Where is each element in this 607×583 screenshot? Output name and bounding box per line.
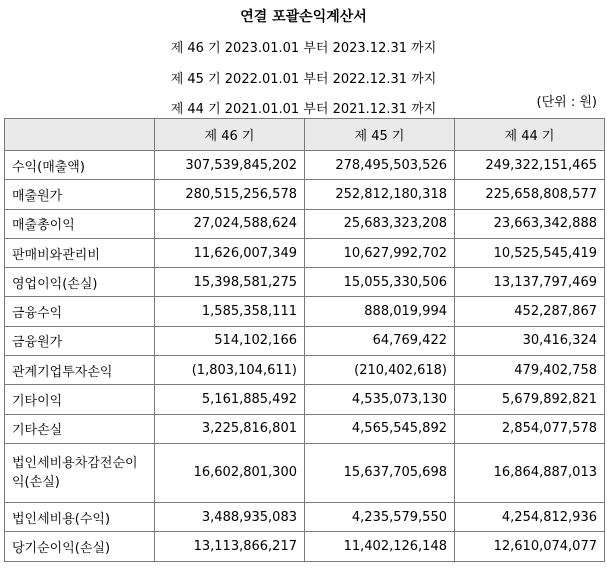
unit-label: (단위 : 원) — [536, 95, 597, 110]
cell-value: 5,161,885,492 — [155, 385, 305, 414]
table-header-row — [5, 119, 605, 151]
row-label: 매출원가 — [5, 180, 155, 209]
cell-value: 225,658,808,577 — [455, 180, 605, 209]
row-label: 기타손실 — [5, 414, 155, 443]
table-row — [5, 268, 605, 297]
table-row — [5, 151, 605, 180]
cell-value: (1,803,104,611) — [155, 356, 305, 385]
cell-value: (210,402,618) — [305, 356, 455, 385]
cell-value: 15,637,705,698 — [305, 443, 455, 502]
cell-value: 307,539,845,202 — [155, 151, 305, 180]
cell-value: 4,235,579,550 — [305, 502, 455, 531]
table-row — [5, 385, 605, 414]
row-label: 금융수익 — [5, 297, 155, 326]
cell-value: 11,626,007,349 — [155, 238, 305, 267]
cell-value: 15,055,330,506 — [305, 268, 455, 297]
table-row — [5, 443, 605, 502]
header-label-col — [5, 119, 155, 151]
cell-value: 278,495,503,526 — [305, 151, 455, 180]
header-period-45: 제 45 기 — [305, 119, 455, 151]
cell-value: 27,024,588,624 — [155, 209, 305, 238]
cell-value: 10,627,992,702 — [305, 238, 455, 267]
cell-value: 16,602,801,300 — [155, 443, 305, 502]
table-row — [5, 209, 605, 238]
cell-value: 15,398,581,275 — [155, 268, 305, 297]
row-label: 수익(매출액) — [5, 151, 155, 180]
cell-value: 4,565,545,892 — [305, 414, 455, 443]
cell-value: 249,322,151,465 — [455, 151, 605, 180]
period-line-45: 제 45 기 2022.01.01 부터 2022.12.31 까지 — [170, 72, 437, 87]
cell-value: 30,416,324 — [455, 326, 605, 355]
cell-value: 10,525,545,419 — [455, 238, 605, 267]
table-row — [5, 238, 605, 267]
row-label: 판매비와관리비 — [5, 238, 155, 267]
row-label: 법인세비용(수익) — [5, 502, 155, 531]
cell-value: 1,585,358,111 — [155, 297, 305, 326]
table-row — [5, 326, 605, 355]
statement-title: 연결 포괄손익계산서 — [240, 9, 367, 25]
cell-value: 452,287,867 — [455, 297, 605, 326]
period-line-44: 제 44 기 2021.01.01 부터 2021.12.31 까지 — [170, 102, 437, 117]
row-label: 법인세비용차감전순이익(손실) — [5, 443, 155, 502]
cell-value: 5,679,892,821 — [455, 385, 605, 414]
cell-value: 13,113,866,217 — [155, 532, 305, 561]
table-row — [5, 502, 605, 531]
cell-value: 25,683,323,208 — [305, 209, 455, 238]
table-row — [5, 180, 605, 209]
table-row — [5, 414, 605, 443]
row-label: 기타이익 — [5, 385, 155, 414]
period-line-46: 제 46 기 2023.01.01 부터 2023.12.31 까지 — [170, 41, 437, 56]
cell-value: 4,535,073,130 — [305, 385, 455, 414]
header-period-44: 제 44 기 — [455, 119, 605, 151]
cell-value: 12,610,074,077 — [455, 532, 605, 561]
row-label: 당기순이익(손실) — [5, 532, 155, 561]
cell-value: 13,137,797,469 — [455, 268, 605, 297]
table-row — [5, 297, 605, 326]
cell-value: 280,515,256,578 — [155, 180, 305, 209]
row-label: 관계기업투자손익 — [5, 356, 155, 385]
income-statement-table — [4, 118, 605, 562]
cell-value: 16,864,887,013 — [455, 443, 605, 502]
table-row — [5, 356, 605, 385]
row-label: 매출총이익 — [5, 209, 155, 238]
cell-value: 888,019,994 — [305, 297, 455, 326]
cell-value: 64,769,422 — [305, 326, 455, 355]
cell-value: 23,663,342,888 — [455, 209, 605, 238]
cell-value: 11,402,126,148 — [305, 532, 455, 561]
cell-value: 4,254,812,936 — [455, 502, 605, 531]
row-label: 금융원가 — [5, 326, 155, 355]
cell-value: 514,102,166 — [155, 326, 305, 355]
cell-value: 479,402,758 — [455, 356, 605, 385]
header-period-46: 제 46 기 — [155, 119, 305, 151]
cell-value: 3,488,935,083 — [155, 502, 305, 531]
table-row — [5, 532, 605, 561]
cell-value: 3,225,816,801 — [155, 414, 305, 443]
row-label: 영업이익(손실) — [5, 268, 155, 297]
cell-value: 252,812,180,318 — [305, 180, 455, 209]
cell-value: 2,854,077,578 — [455, 414, 605, 443]
